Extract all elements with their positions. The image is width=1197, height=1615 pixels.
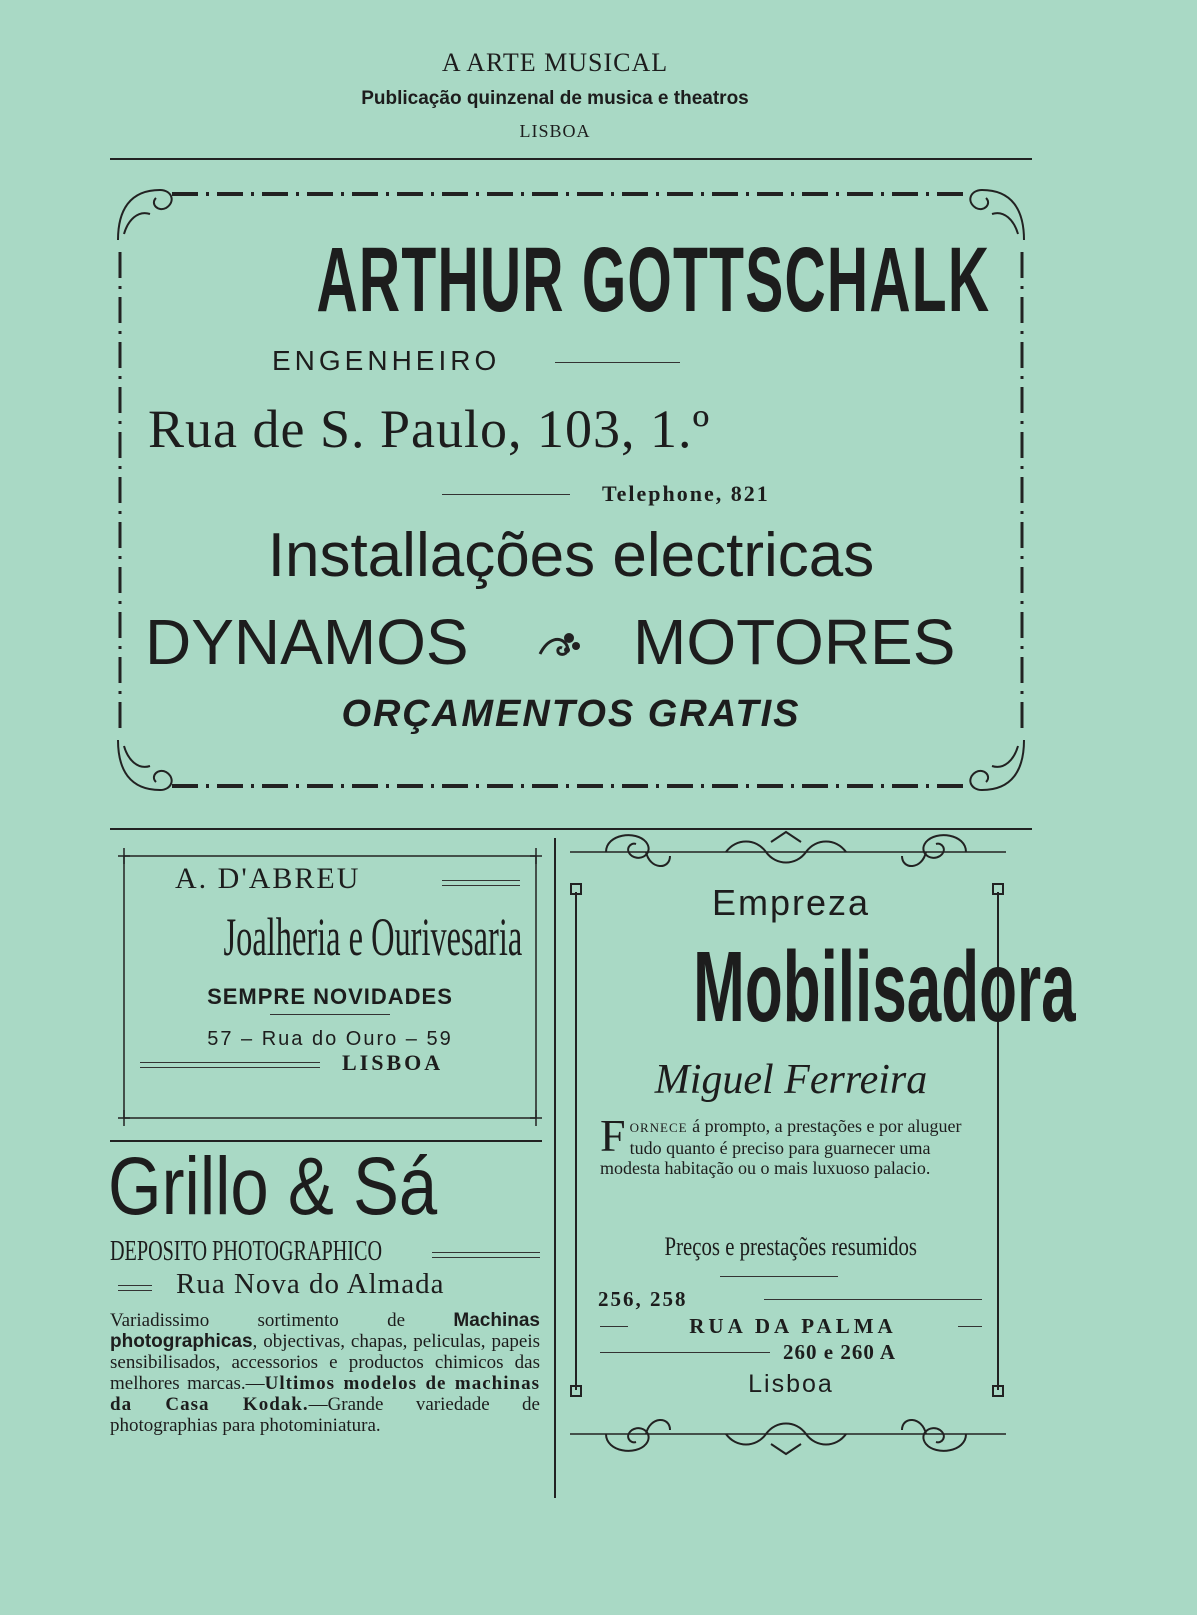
mobilisadora-city: Lisboa [748,1370,834,1398]
abreu-city: LISBOA [342,1050,444,1075]
grillo-desc-text-3: —Grande variedade de photographias para photominiatura. [110,1394,540,1436]
grillo-desc-text-2: , objectivas, chapas, peliculas, papeis sensibilisados, accessorios e productos chimicos das melhores marcas.— [110,1331,540,1394]
street-rule-left [600,1326,628,1327]
grillo-desc-text-1: Variadissimo sortimento de [110,1310,454,1331]
abreu-name-rule [442,880,520,886]
mobilisadora-owner: Miguel Ferreira [654,1057,928,1103]
telephone-rule [442,494,570,495]
abreu-address: 57 – Rua do Ouro – 59 [207,1028,453,1050]
description-body: á prompto, a prestações e por aluguer tudo quanto é preciso para guarnecer uma modesta habitação ou o mais luxuoso palacio. [600,1116,962,1178]
gottschalk-telephone: Telephone, 821 [602,481,770,506]
mobilisadora-company: Empreza [711,882,871,923]
grillo-business-rule [432,1252,540,1258]
fleuron-icon [536,628,582,662]
mobilisadora-prices: Preços e prestações resumidos [664,1232,918,1261]
gottschalk-address: Rua de S. Paulo, 103, 1.º [148,399,711,459]
street-rule-right [958,1326,982,1327]
gottschalk-service: Installações electricas [267,521,875,590]
abreu-business: Joalheria e Ourivesaria [223,907,523,967]
gottschalk-product-dynamos: DYNAMOS [145,606,469,678]
gottschalk-product-motores: MOTORES [633,606,956,678]
grillo-address: Rua Nova do Almada [176,1268,445,1300]
journal-subtitle: Publicação quinzenal de musica e theatros [361,88,749,109]
journal-city: LISBOA [519,121,591,141]
mobilisadora-numbers-2: 260 e 260 A [783,1340,897,1364]
profession-rule [555,362,680,363]
grillo-name: Grillo & Sá [108,1141,438,1232]
prices-rule [720,1276,838,1277]
mobilisadora-description [600,1110,990,1178]
abreu-slogan: SEMPRE NOVIDADES [207,984,453,1009]
grillo-address-rule [118,1285,152,1291]
numbers-2-rule [600,1352,770,1353]
gottschalk-offer: ORÇAMENTOS GRATIS [341,693,801,735]
grillo-desc-bold-2: Ultimos modelos de machinas da Casa Kodak. [110,1373,540,1415]
numbers-1-rule [764,1299,982,1300]
mobilisadora-street: RUA DA PALMA [689,1314,897,1338]
mobilisadora-numbers-1: 256, 258 [598,1287,688,1311]
header-rule [110,158,1032,160]
gottschalk-name: ARTHUR GOTTSCHALK [316,229,991,331]
column-divider [554,838,556,1498]
smallcaps-word: ORNECE [629,1120,688,1135]
abreu-city-rule [140,1062,320,1068]
grillo-description [110,1310,540,1436]
abreu-name: A. D'ABREU [175,862,361,895]
abreu-slogan-rule [270,1014,390,1015]
dropcap: F [600,1110,626,1161]
grillo-desc-bold-1: Machinas photographicas [110,1310,540,1352]
grillo-business: DEPOSITO PHOTOGRAPHICO [110,1236,383,1267]
mobilisadora-name: Mobilisadora [693,931,1076,1043]
gottschalk-profession: ENGENHEIRO [272,345,501,376]
journal-title: A ARTE MUSICAL [441,48,669,77]
